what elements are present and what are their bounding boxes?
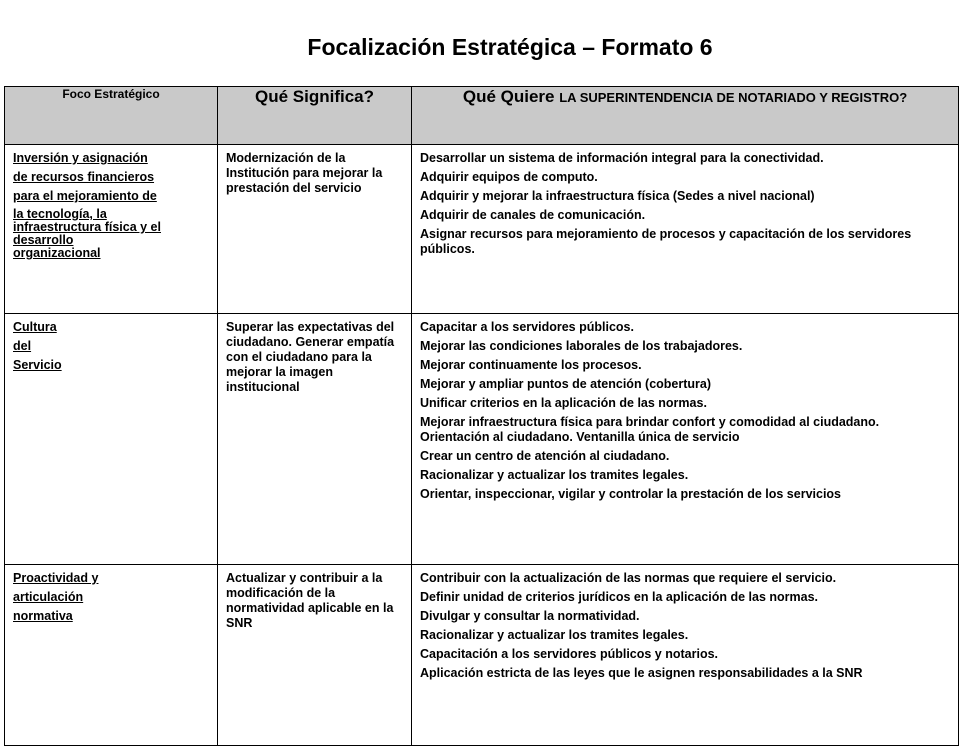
table-row (5, 314, 959, 565)
header-wants-main: Qué Quiere (462, 87, 560, 106)
wants-item: Mejorar continuamente los procesos. (420, 358, 642, 372)
wants-item: Adquirir de canales de comunicación. (420, 208, 646, 222)
wants-item: Racionalizar y actualizar los tramites legales. (420, 628, 689, 642)
wants-cell (412, 314, 959, 565)
focus-line: la tecnología, la (13, 207, 107, 221)
page-title: Focalización Estratégica – Formato 6 (307, 34, 713, 60)
focus-line: Inversión y asignación (13, 151, 148, 165)
meaning-cell: Actualizar y contribuir a la modificación de la normatividad aplicable en la SNR (218, 565, 412, 746)
focus-line: Proactividad y (13, 571, 99, 585)
wants-item: Desarrollar un sistema de información integral para la conectividad. (420, 151, 824, 165)
wants-item: Capacitación a los servidores públicos y notarios. (420, 647, 719, 661)
wants-item: Aplicación estricta de las leyes que le asignen responsabilidades a la SNR (420, 666, 863, 680)
header-wants-sub: LA SUPERINTENDENCIA DE NOTARIADO Y REGISTRO? (559, 90, 908, 105)
wants-item: Mejorar y ampliar puntos de atención (cobertura) (420, 377, 712, 391)
wants-item: Definir unidad de criterios jurídicos en la aplicación de las normas. (420, 590, 819, 604)
focus-line: Servicio (13, 358, 62, 372)
wants-item: Adquirir equipos de computo. (420, 170, 598, 184)
header-focus: Foco Estratégico (5, 87, 218, 145)
meaning-cell: Modernización de la Institución para mejorar la prestación del servicio (218, 145, 412, 314)
table-row (5, 145, 959, 314)
wants-item: Orientar, inspeccionar, vigilar y controlar la prestación de los servicios (420, 487, 842, 501)
wants-item: Crear un centro de atención al ciudadano. (420, 449, 670, 463)
focus-line: del (13, 339, 32, 353)
header-row (5, 87, 959, 145)
wants-item: Unificar criterios en la aplicación de las normas. (420, 396, 707, 410)
wants-item: Mejorar infraestructura física para brindar confort y comodidad al ciudadano. Orientación al ciudadano. Ventanilla única de servicio (420, 415, 880, 444)
focus-line: para el mejoramiento de (13, 189, 157, 203)
focus-cell (5, 145, 218, 314)
header-meaning: Qué Significa? (218, 87, 412, 145)
focus-line: infraestructura física y el (13, 220, 161, 234)
wants-item: Contribuir con la actualización de las normas que requiere el servicio. (420, 571, 837, 585)
wants-cell (412, 565, 959, 746)
focus-line: organizacional (13, 246, 101, 260)
wants-item: Asignar recursos para mejoramiento de procesos y capacitación de los servidores públicos. (420, 227, 912, 256)
wants-item: Racionalizar y actualizar los tramites legales. (420, 468, 689, 482)
wants-item: Divulgar y consultar la normatividad. (420, 609, 640, 623)
focus-cell (5, 565, 218, 746)
focus-cell (5, 314, 218, 565)
focus-line: de recursos financieros (13, 170, 155, 184)
focus-line: articulación (13, 590, 84, 604)
focus-line: desarrollo (13, 233, 74, 247)
wants-item: Mejorar las condiciones laborales de los trabajadores. (420, 339, 743, 353)
focus-line: Cultura (13, 320, 57, 334)
wants-cell (412, 145, 959, 314)
wants-item: Adquirir y mejorar la infraestructura física (Sedes a nivel nacional) (420, 189, 815, 203)
wants-item: Capacitar a los servidores públicos. (420, 320, 634, 334)
header-wants (412, 87, 959, 145)
focus-line: normativa (13, 609, 73, 623)
strategy-table (4, 86, 959, 746)
meaning-cell: Superar las expectativas del ciudadano. Generar empatía con el ciudadano para la mejorar la imagen institucional (218, 314, 412, 565)
table-row (5, 565, 959, 746)
